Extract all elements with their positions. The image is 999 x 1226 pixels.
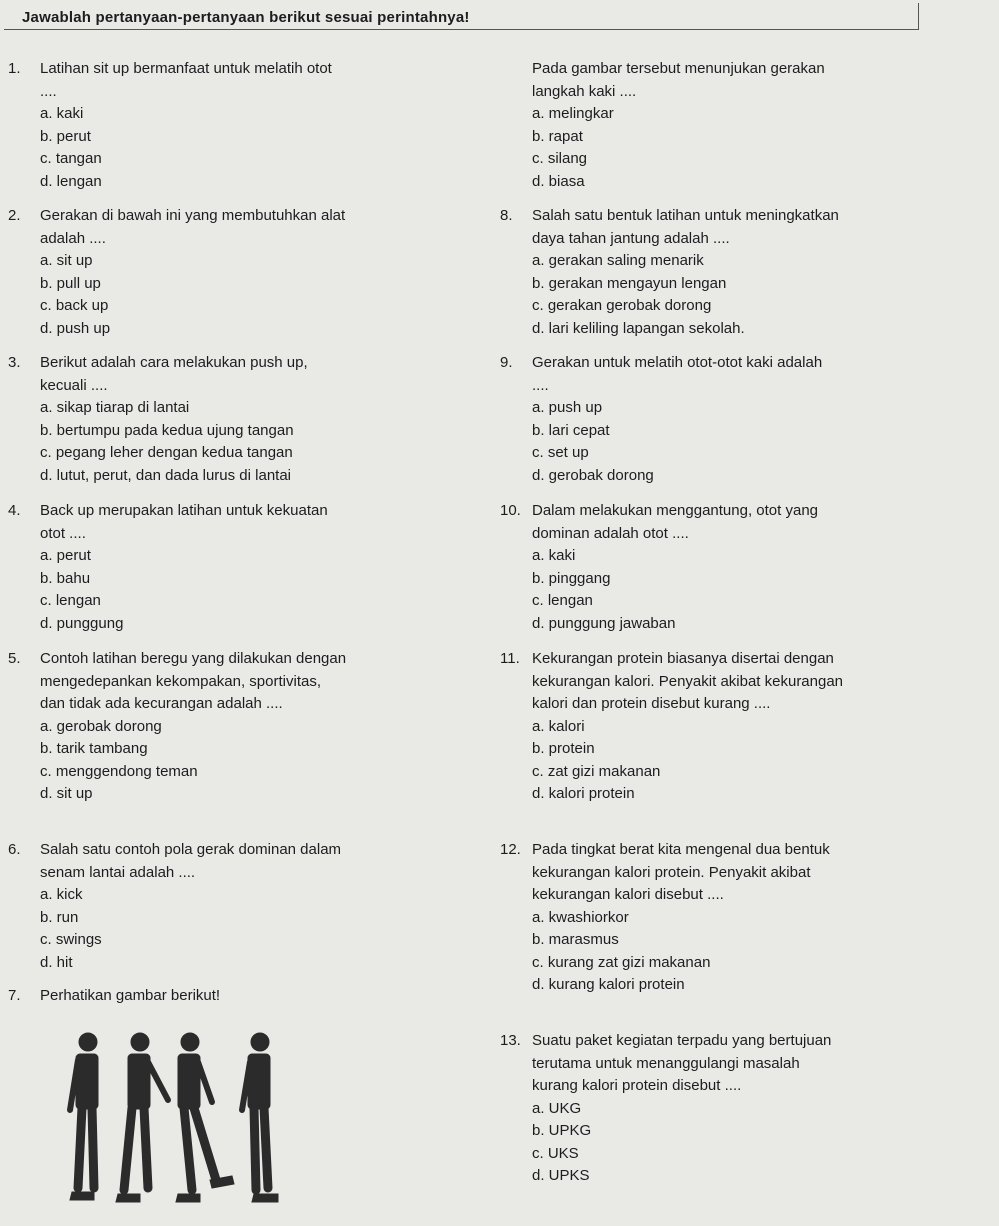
answer-option[interactable]: d. gerobak dorong — [532, 466, 654, 484]
question-9 — [500, 352, 972, 487]
answer-option[interactable]: a. kalori — [532, 717, 585, 735]
question-13 — [500, 1030, 972, 1188]
question-text: kalori dan protein disebut kurang .... — [532, 695, 771, 712]
question-text: dominan adalah otot .... — [532, 524, 689, 542]
answer-option[interactable]: c. swings — [40, 931, 102, 948]
question-number: 5. — [8, 650, 21, 667]
question-text: .... — [532, 376, 549, 394]
answer-option[interactable]: b. run — [40, 908, 79, 926]
question-4 — [8, 500, 495, 635]
answer-option[interactable]: d. lengan — [40, 172, 102, 190]
question-number: 13. — [500, 1032, 521, 1049]
question-text: mengedepankan kekompakan, sportivitas, — [40, 672, 322, 690]
question-text: Dalam melakukan menggantung, otot yang — [532, 502, 819, 519]
question-text: kekurangan kalori disebut .... — [532, 886, 724, 903]
answer-option[interactable]: a. perut — [40, 547, 91, 564]
question-text: Salah satu bentuk latihan untuk meningkatkan — [532, 207, 839, 224]
question-text: otot .... — [40, 524, 86, 542]
question-7-continued — [500, 58, 972, 193]
answer-option[interactable]: c. tangan — [40, 150, 102, 167]
question-text: Pada gambar tersebut menunjukan gerakan — [532, 60, 825, 77]
question-number: 11. — [500, 650, 520, 667]
question-text: kekurangan kalori protein. Penyakit akibat — [532, 863, 811, 881]
answer-option[interactable]: d. sit up — [40, 785, 93, 802]
answer-option[interactable]: d. push up — [40, 319, 111, 337]
question-number: 1. — [8, 60, 21, 77]
question-text: kecuali .... — [40, 376, 108, 394]
question-text: Gerakan untuk melatih otot-otot kaki adalah — [532, 354, 823, 371]
answer-option[interactable]: b. bahu — [40, 569, 91, 587]
question-number: 12. — [500, 841, 521, 858]
answer-option[interactable]: a. gerakan saling menarik — [532, 252, 704, 269]
question-number: 2. — [8, 207, 21, 224]
answer-option[interactable]: a. gerobak dorong — [40, 717, 162, 735]
question-text: senam lantai adalah .... — [40, 863, 196, 881]
question-text: Berikut adalah cara melakukan push up, — [40, 354, 308, 371]
question-text: Pada tingkat berat kita mengenal dua bentuk — [532, 841, 830, 858]
answer-option[interactable]: b. rapat — [532, 127, 583, 145]
question-text: Contoh latihan beregu yang dilakukan dengan — [40, 650, 347, 667]
answer-option[interactable]: b. UPKG — [532, 1122, 592, 1139]
answer-option[interactable]: a. kwashiorkor — [532, 908, 629, 926]
question-number: 7. — [8, 987, 21, 1004]
question-text: Kekurangan protein biasanya disertai dengan — [532, 650, 834, 667]
answer-option[interactable]: d. kurang kalori protein — [532, 976, 685, 993]
question-number: 10. — [500, 502, 521, 519]
answer-option[interactable]: a. sit up — [40, 252, 93, 269]
question-12 — [500, 839, 972, 997]
question-number: 8. — [500, 207, 513, 224]
answer-option[interactable]: a. sikap tiarap di lantai — [40, 399, 190, 416]
question-1 — [8, 58, 495, 193]
question-5 — [8, 648, 495, 806]
answer-option[interactable]: c. menggendong teman — [40, 762, 198, 780]
question-text: Gerakan di bawah ini yang membutuhkan alat — [40, 207, 346, 224]
answer-option[interactable]: c. zat gizi makanan — [532, 762, 661, 780]
answer-option[interactable]: b. marasmus — [532, 931, 619, 948]
answer-option[interactable]: d. lari keliling lapangan sekolah. — [532, 319, 745, 337]
question-3 — [8, 352, 495, 487]
question-text: terutama untuk menanggulangi masalah — [532, 1054, 800, 1072]
question-7 — [8, 985, 495, 1008]
question-text: kurang kalori protein disebut .... — [532, 1077, 742, 1094]
question-text: adalah .... — [40, 229, 106, 247]
answer-option[interactable]: c. lengan — [40, 592, 101, 609]
answer-option[interactable]: b. bertumpu pada kedua ujung tangan — [40, 421, 294, 439]
answer-option[interactable]: b. lari cepat — [532, 421, 610, 439]
question-8 — [500, 205, 972, 340]
answer-option[interactable]: b. tarik tambang — [40, 740, 148, 757]
instruction-box — [4, 3, 919, 30]
answer-option[interactable]: a. kaki — [40, 105, 84, 122]
answer-option[interactable]: a. melingkar — [532, 105, 614, 122]
answer-option[interactable]: a. kick — [40, 886, 83, 903]
answer-option[interactable]: b. perut — [40, 127, 91, 145]
answer-option[interactable]: c. pegang leher dengan kedua tangan — [40, 444, 293, 461]
answer-option[interactable]: c. lengan — [532, 592, 593, 609]
answer-option[interactable]: d. lutut, perut, dan dada lurus di lantai — [40, 466, 292, 484]
question-text: dan tidak ada kecurangan adalah .... — [40, 695, 283, 712]
question-number: 9. — [500, 354, 513, 371]
answer-option[interactable]: d. hit — [40, 953, 73, 971]
question-text: Salah satu contoh pola gerak dominan dalam — [40, 841, 342, 858]
answer-option[interactable]: d. UPKS — [532, 1167, 590, 1184]
answer-option[interactable]: d. biasa — [532, 172, 585, 190]
answer-option[interactable]: c. silang — [532, 150, 588, 167]
answer-option[interactable]: b. gerakan mengayun lengan — [532, 274, 727, 292]
answer-option[interactable]: d. punggung — [40, 614, 124, 632]
answer-option[interactable]: c. kurang zat gizi makanan — [532, 953, 711, 971]
question-text: Back up merupakan latihan untuk kekuatan — [40, 502, 328, 519]
question-number: 6. — [8, 841, 21, 858]
answer-option[interactable]: a. push up — [532, 399, 603, 416]
answer-option[interactable]: a. kaki — [532, 547, 576, 564]
question-2 — [8, 205, 495, 340]
question-10 — [500, 500, 972, 635]
answer-option[interactable]: b. pinggang — [532, 569, 611, 587]
question-text: Suatu paket kegiatan terpadu yang bertujuan — [532, 1032, 832, 1049]
question-text: kekurangan kalori. Penyakit akibat kekurangan — [532, 672, 844, 690]
answer-option[interactable]: c. back up — [40, 297, 109, 314]
answer-option[interactable]: b. protein — [532, 740, 595, 757]
answer-option[interactable]: b. pull up — [40, 274, 101, 292]
question-text: daya tahan jantung adalah .... — [532, 229, 730, 247]
instruction-title: Jawablah pertanyaan-pertanyaan berikut sesuai perintahnya! — [22, 9, 470, 26]
answer-option[interactable]: c. UKS — [532, 1144, 579, 1162]
answer-option[interactable]: a. UKG — [532, 1099, 582, 1117]
answer-option[interactable]: c. set up — [532, 444, 589, 461]
question-text: Latihan sit up bermanfaat untuk melatih otot — [40, 60, 332, 77]
question-text: Perhatikan gambar berikut! — [40, 987, 221, 1004]
question-11 — [500, 648, 972, 806]
walking-figures-illustration — [60, 1030, 290, 1220]
question-number: 4. — [8, 502, 21, 519]
question-number: 3. — [8, 354, 21, 371]
answer-option[interactable]: d. punggung jawaban — [532, 614, 676, 632]
answer-option[interactable]: c. gerakan gerobak dorong — [532, 297, 712, 314]
question-text: .... — [40, 82, 57, 100]
question-text: langkah kaki .... — [532, 82, 637, 100]
question-6 — [8, 839, 495, 974]
answer-option[interactable]: d. kalori protein — [532, 785, 635, 802]
